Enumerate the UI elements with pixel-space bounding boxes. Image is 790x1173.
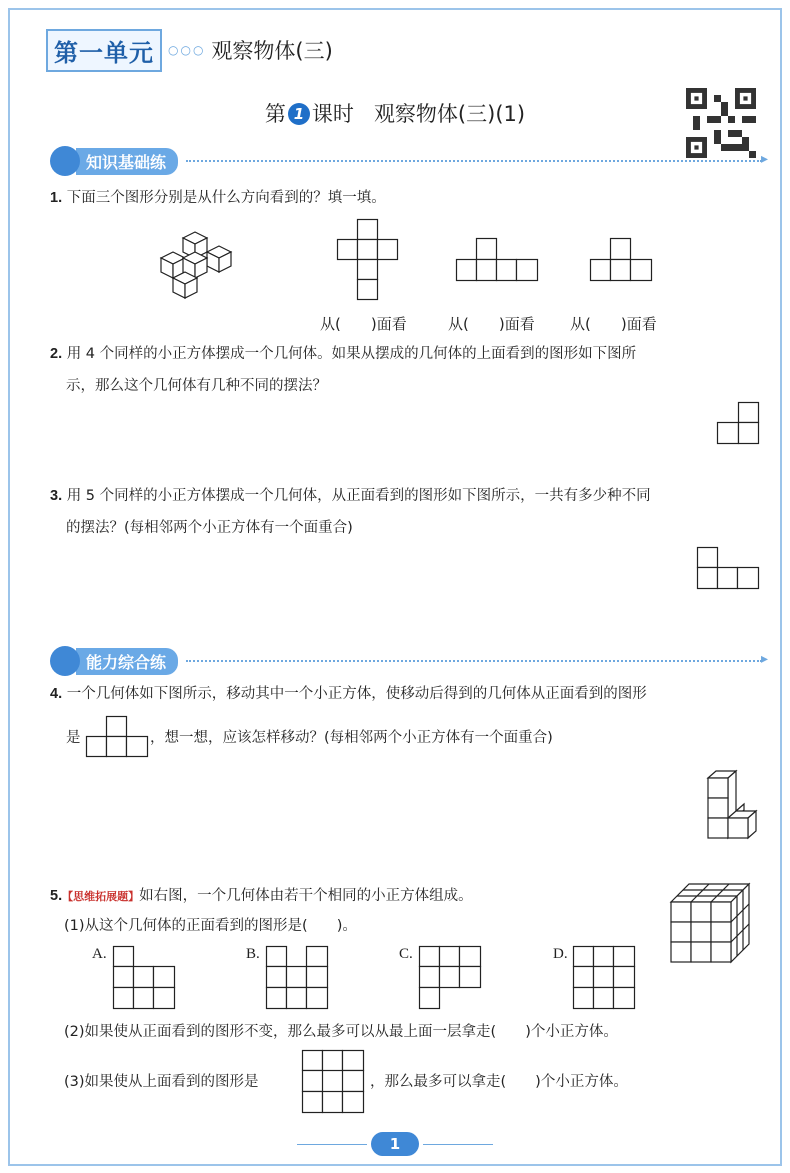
question-line-2: 示，那么这个几何体有几种不同的摆法？ (66, 378, 327, 394)
mascot-icon (50, 146, 80, 176)
question-5 (50, 886, 473, 907)
q4-solid-figure (706, 770, 762, 850)
question-text: 如右图，一个几何体由若干个相同的小正方体组成。 (139, 888, 473, 904)
q1-view-row-3 (590, 238, 654, 282)
option-c-figure[interactable] (419, 946, 483, 1010)
lesson-suffix: 课时 (311, 102, 354, 126)
page-number-bar (0, 1130, 790, 1158)
section-label-basic: 知识基础练 (76, 148, 178, 175)
lesson-number: 1 (288, 103, 310, 125)
question-line-1: 用 5 个同样的小正方体摆成一个几何体，从正面看到的图形如下图所示，一共有多少种不同 (66, 488, 651, 504)
q5-sub-3-pre: (3)如果使从上面看到的图形是 (64, 1074, 259, 1090)
q5-sub-1: (1)从这个几何体的正面看到的图形是( )。 (64, 918, 357, 934)
question-number: 2. (50, 346, 63, 362)
question-number: 1. (50, 190, 63, 206)
section-band-basic (50, 148, 762, 174)
option-a-figure[interactable] (113, 946, 177, 1010)
lesson-title (0, 98, 790, 128)
question-number: 3. (50, 488, 63, 504)
option-b-figure[interactable] (266, 946, 330, 1010)
question-number: 5. (50, 888, 63, 904)
q2-top-view (717, 402, 761, 445)
q1-blank-3[interactable]: 从( )面看 (570, 315, 657, 333)
page-number-line (297, 1144, 367, 1145)
section-divider (186, 160, 762, 162)
question-line-1: 用 4 个同样的小正方体摆成一个几何体。如果从摆成的几何体的上面看到的图形如下图所 (66, 346, 637, 362)
q5-top-view-figure (302, 1050, 366, 1114)
page-number: 1 (371, 1132, 419, 1156)
question-number: 4. (50, 686, 63, 702)
unit-label: 第一单元 (46, 29, 162, 72)
option-a-label[interactable]: A. (92, 946, 107, 962)
q1-view-cross (337, 219, 399, 301)
option-c-label[interactable]: C. (399, 946, 413, 962)
q4-line-2-post: ，想一想，应该怎样移动？(每相邻两个小正方体有一个面重合) (150, 730, 553, 746)
unit-title: 观察物体(三) (211, 39, 333, 63)
question-1 (50, 188, 386, 208)
mascot-icon (50, 646, 80, 676)
q4-target-view (86, 716, 150, 758)
question-line-1: 一个几何体如下图所示，移动其中一个小正方体，使移动后得到的几何体从正面看到的图形 (66, 686, 647, 702)
option-d-figure[interactable] (573, 946, 637, 1010)
question-3 (50, 486, 760, 538)
q1-solid-figure (155, 230, 235, 305)
section-label-ability: 能力综合练 (76, 648, 178, 675)
q5-sub-2: (2)如果使从正面看到的图形不变，那么最多可以从最上面一层拿走( )个小正方体。 (64, 1024, 618, 1040)
question-2 (50, 344, 760, 396)
lesson-name: 观察物体(三)(1) (373, 102, 526, 126)
option-b-label[interactable]: B. (246, 946, 260, 962)
option-d-label[interactable]: D. (553, 946, 568, 962)
q1-blank-1[interactable]: 从( )面看 (320, 315, 407, 333)
unit-dots: ○○○ (168, 43, 206, 57)
q5-sub-3-post: ，那么最多可以拿走( )个小正方体。 (370, 1074, 628, 1090)
q4-line-2-pre: 是 (66, 730, 81, 746)
extension-tag: 【思维拓展题】 (62, 890, 140, 903)
q1-blank-2[interactable]: 从( )面看 (448, 315, 535, 333)
page-number-line (423, 1144, 493, 1145)
lesson-prefix: 第 (264, 102, 286, 126)
question-text: 下面三个图形分别是从什么方向看到的？填一填。 (66, 190, 386, 206)
question-line-2: 的摆法？(每相邻两个小正方体有一个面重合) (66, 520, 353, 536)
q3-front-view (697, 547, 761, 590)
section-band-ability (50, 648, 762, 674)
question-4 (50, 684, 760, 704)
unit-header (46, 28, 333, 72)
q1-view-row-4 (456, 238, 540, 282)
q5-solid-figure (668, 878, 764, 974)
section-divider (186, 660, 762, 662)
